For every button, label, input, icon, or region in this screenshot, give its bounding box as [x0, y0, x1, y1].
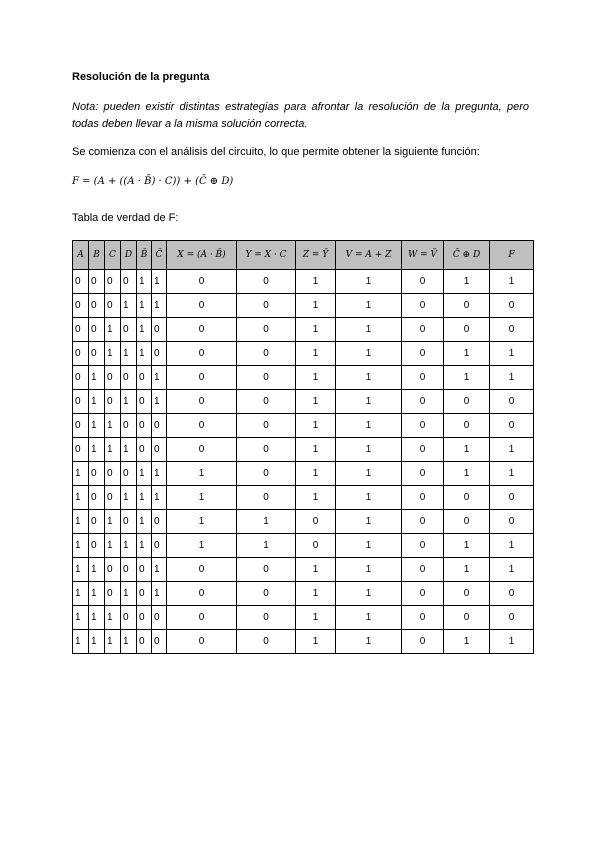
table-header-row	[73, 241, 534, 270]
table-cell: 0	[105, 294, 121, 318]
table-cell: 1	[296, 438, 336, 462]
table-cell: 0	[73, 318, 89, 342]
table-cell: 0	[89, 342, 105, 366]
note-paragraph	[72, 99, 529, 133]
table-cell: 1	[336, 342, 402, 366]
table-cell: 0	[167, 318, 237, 342]
table-cell: 0	[402, 342, 444, 366]
table-cell: 0	[402, 318, 444, 342]
table-row	[73, 414, 534, 438]
table-cell: 1	[89, 558, 105, 582]
table-cell: 1	[152, 270, 167, 294]
truth-table	[72, 240, 534, 654]
table-cell: 0	[490, 510, 534, 534]
table-cell: 0	[402, 486, 444, 510]
table-cell: 1	[121, 342, 137, 366]
table-cell: 0	[73, 270, 89, 294]
table-cell: 0	[402, 606, 444, 630]
table-cell: 1	[89, 366, 105, 390]
table-cell: 1	[490, 462, 534, 486]
table-cell: 1	[105, 534, 121, 558]
column-header: Z = Ȳ	[296, 241, 336, 270]
table-cell: 1	[336, 630, 402, 654]
table-cell: 1	[336, 270, 402, 294]
table-cell: 1	[73, 510, 89, 534]
column-header: C	[105, 241, 121, 270]
table-cell: 0	[137, 390, 152, 414]
table-cell: 0	[167, 414, 237, 438]
table-cell: 0	[237, 342, 296, 366]
table-cell: 1	[105, 342, 121, 366]
table-cell: 0	[105, 486, 121, 510]
table-cell: 1	[490, 558, 534, 582]
table-cell: 0	[237, 606, 296, 630]
table-cell: 1	[121, 390, 137, 414]
table-cell: 1	[490, 534, 534, 558]
table-cell: 0	[121, 270, 137, 294]
table-cell: 1	[121, 630, 137, 654]
table-cell: 1	[105, 318, 121, 342]
table-cell: 0	[73, 342, 89, 366]
table-cell: 0	[444, 390, 490, 414]
table-cell: 1	[336, 414, 402, 438]
table-cell: 0	[89, 486, 105, 510]
function-formula	[72, 176, 233, 187]
table-cell: 0	[444, 318, 490, 342]
table-cell: 1	[296, 630, 336, 654]
table-cell: 1	[237, 510, 296, 534]
table-cell: 0	[490, 606, 534, 630]
table-cell: 0	[89, 534, 105, 558]
table-cell: 1	[336, 582, 402, 606]
table-cell: 0	[402, 366, 444, 390]
table-cell: 0	[237, 438, 296, 462]
table-cell: 1	[137, 486, 152, 510]
table-cell: 1	[121, 582, 137, 606]
table-cell: 0	[152, 438, 167, 462]
table-cell: 1	[152, 558, 167, 582]
table-cell: 0	[167, 630, 237, 654]
table-cell: 1	[105, 630, 121, 654]
table-row	[73, 462, 534, 486]
table-caption: Tabla de verdad de F:	[72, 212, 179, 224]
table-cell: 1	[89, 438, 105, 462]
table-cell: 0	[237, 462, 296, 486]
table-cell: 0	[402, 534, 444, 558]
table-cell: 0	[237, 582, 296, 606]
table-cell: 0	[490, 294, 534, 318]
table-cell: 0	[402, 438, 444, 462]
table-cell: 1	[137, 462, 152, 486]
table-cell: 0	[444, 294, 490, 318]
table-cell: 1	[296, 414, 336, 438]
formula-text: F = (A + ((A · B̄) · C)) + (C̄ ⊕ D)	[72, 176, 234, 187]
table-cell: 0	[137, 414, 152, 438]
table-cell: 0	[105, 270, 121, 294]
table-cell: 0	[105, 558, 121, 582]
table-cell: 1	[444, 558, 490, 582]
table-cell: 0	[444, 510, 490, 534]
table-cell: 0	[73, 390, 89, 414]
table-cell: 1	[105, 510, 121, 534]
table-cell: 1	[490, 342, 534, 366]
table-cell: 1	[167, 486, 237, 510]
column-header: V = A + Z	[336, 241, 402, 270]
table-cell: 0	[137, 366, 152, 390]
table-cell: 1	[490, 630, 534, 654]
table-cell: 1	[237, 534, 296, 558]
table-cell: 1	[296, 318, 336, 342]
column-header: C̄ ⊕ D	[444, 241, 490, 270]
table-cell: 0	[137, 582, 152, 606]
table-cell: 1	[336, 294, 402, 318]
table-cell: 0	[490, 582, 534, 606]
table-cell: 0	[490, 414, 534, 438]
table-cell: 1	[336, 366, 402, 390]
table-row	[73, 510, 534, 534]
table-cell: 1	[152, 366, 167, 390]
table-cell: 1	[152, 294, 167, 318]
table-cell: 0	[296, 510, 336, 534]
table-row	[73, 486, 534, 510]
table-cell: 0	[444, 606, 490, 630]
table-cell: 1	[490, 438, 534, 462]
table-cell: 1	[73, 582, 89, 606]
table-cell: 1	[490, 366, 534, 390]
table-row	[73, 534, 534, 558]
table-cell: 1	[444, 462, 490, 486]
table-cell: 1	[296, 390, 336, 414]
table-cell: 1	[336, 438, 402, 462]
table-cell: 0	[89, 462, 105, 486]
table-cell: 0	[237, 366, 296, 390]
column-header: A	[73, 241, 89, 270]
table-cell: 1	[490, 270, 534, 294]
table-cell: 0	[237, 270, 296, 294]
table-cell: 0	[402, 270, 444, 294]
table-cell: 0	[137, 606, 152, 630]
table-cell: 1	[336, 534, 402, 558]
table-cell: 0	[237, 486, 296, 510]
table-cell: 1	[105, 414, 121, 438]
table-row	[73, 582, 534, 606]
table-cell: 1	[152, 390, 167, 414]
table-cell: 0	[152, 606, 167, 630]
table-cell: 0	[121, 606, 137, 630]
column-header: D	[121, 241, 137, 270]
table-cell: 0	[402, 414, 444, 438]
table-cell: 0	[121, 414, 137, 438]
table-cell: 1	[336, 318, 402, 342]
table-cell: 1	[167, 510, 237, 534]
table-cell: 0	[296, 534, 336, 558]
table-cell: 1	[121, 486, 137, 510]
column-header: C̄	[152, 241, 167, 270]
table-cell: 1	[121, 294, 137, 318]
table-cell: 0	[167, 366, 237, 390]
table-row	[73, 294, 534, 318]
table-cell: 1	[73, 486, 89, 510]
table-cell: 0	[89, 294, 105, 318]
table-cell: 1	[89, 582, 105, 606]
table-cell: 1	[89, 630, 105, 654]
table-cell: 1	[73, 606, 89, 630]
table-cell: 0	[167, 390, 237, 414]
table-cell: 1	[121, 438, 137, 462]
table-cell: 0	[152, 510, 167, 534]
table-cell: 0	[105, 390, 121, 414]
table-row	[73, 558, 534, 582]
table-cell: 1	[336, 462, 402, 486]
table-cell: 0	[402, 390, 444, 414]
table-cell: 1	[89, 606, 105, 630]
table-cell: 0	[167, 342, 237, 366]
column-header: Y = X · C	[237, 241, 296, 270]
table-cell: 1	[152, 486, 167, 510]
table-cell: 0	[73, 414, 89, 438]
table-cell: 0	[490, 390, 534, 414]
table-cell: 1	[296, 486, 336, 510]
table-cell: 0	[73, 294, 89, 318]
table-cell: 0	[152, 318, 167, 342]
table-cell: 1	[336, 558, 402, 582]
table-cell: 0	[237, 558, 296, 582]
table-cell: 1	[121, 534, 137, 558]
table-cell: 0	[402, 462, 444, 486]
table-cell: 0	[89, 270, 105, 294]
table-cell: 0	[152, 630, 167, 654]
table-cell: 0	[121, 366, 137, 390]
table-cell: 0	[121, 318, 137, 342]
table-cell: 0	[237, 414, 296, 438]
table-cell: 0	[402, 558, 444, 582]
table-row	[73, 390, 534, 414]
table-cell: 1	[89, 414, 105, 438]
table-cell: 1	[444, 630, 490, 654]
note-line-2: todas deben llevar a la misma solución correcta.	[72, 118, 308, 130]
table-cell: 1	[444, 366, 490, 390]
table-row	[73, 270, 534, 294]
table-cell: 1	[167, 462, 237, 486]
intro-paragraph: Se comienza con el análisis del circuito, lo que permite obtener la siguiente función:	[72, 146, 480, 158]
table-row	[73, 606, 534, 630]
table-cell: 1	[296, 462, 336, 486]
table-cell: 1	[73, 462, 89, 486]
table-cell: 1	[105, 606, 121, 630]
table-cell: 1	[137, 270, 152, 294]
table-cell: 0	[402, 510, 444, 534]
table-cell: 0	[73, 438, 89, 462]
note-line-1: Nota: pueden existir distintas estrategias para afrontar la resolución de la pregunta, pero	[72, 101, 529, 113]
table-cell: 0	[237, 318, 296, 342]
table-cell: 1	[296, 582, 336, 606]
table-body	[73, 270, 534, 654]
table-row	[73, 438, 534, 462]
column-header: W = V̄	[402, 241, 444, 270]
table-cell: 0	[444, 486, 490, 510]
table-cell: 0	[167, 270, 237, 294]
table-cell: 1	[444, 534, 490, 558]
table-cell: 1	[336, 510, 402, 534]
table-cell: 1	[296, 342, 336, 366]
table-cell: 0	[167, 558, 237, 582]
table-cell: 0	[121, 558, 137, 582]
table-cell: 0	[137, 558, 152, 582]
table-cell: 0	[402, 582, 444, 606]
table-cell: 1	[296, 606, 336, 630]
table-cell: 1	[137, 534, 152, 558]
table-cell: 0	[121, 510, 137, 534]
table-cell: 0	[137, 438, 152, 462]
table-cell: 1	[73, 558, 89, 582]
table-cell: 1	[296, 270, 336, 294]
table-cell: 1	[167, 534, 237, 558]
table-cell: 0	[167, 582, 237, 606]
table-row	[73, 630, 534, 654]
table-cell: 0	[105, 582, 121, 606]
table-cell: 0	[121, 462, 137, 486]
table-cell: 0	[105, 462, 121, 486]
table-cell: 0	[152, 342, 167, 366]
table-cell: 1	[152, 582, 167, 606]
table-cell: 1	[73, 630, 89, 654]
table-cell: 0	[73, 366, 89, 390]
table-cell: 1	[152, 462, 167, 486]
table-cell: 0	[89, 510, 105, 534]
table-cell: 0	[105, 366, 121, 390]
table-cell: 0	[444, 582, 490, 606]
table-cell: 1	[296, 366, 336, 390]
column-header: F	[490, 241, 534, 270]
section-title: Resolución de la pregunta	[72, 71, 210, 83]
table-cell: 1	[137, 294, 152, 318]
table-cell: 1	[89, 390, 105, 414]
table-cell: 0	[402, 630, 444, 654]
table-cell: 1	[137, 342, 152, 366]
table-cell: 1	[296, 294, 336, 318]
table-row	[73, 366, 534, 390]
column-header: B̄	[137, 241, 152, 270]
table-cell: 0	[167, 294, 237, 318]
table-cell: 0	[237, 390, 296, 414]
table-cell: 1	[137, 318, 152, 342]
table-cell: 0	[237, 630, 296, 654]
table-cell: 0	[152, 414, 167, 438]
table-cell: 0	[490, 318, 534, 342]
table-cell: 0	[89, 318, 105, 342]
table-cell: 1	[336, 390, 402, 414]
table-cell: 0	[444, 414, 490, 438]
table-cell: 0	[167, 606, 237, 630]
table-row	[73, 342, 534, 366]
table-row	[73, 318, 534, 342]
table-cell: 1	[73, 534, 89, 558]
table-cell: 1	[336, 486, 402, 510]
table-cell: 0	[237, 294, 296, 318]
table-cell: 1	[137, 510, 152, 534]
table-cell: 0	[137, 630, 152, 654]
table-cell: 1	[444, 270, 490, 294]
table-cell: 1	[444, 342, 490, 366]
table-cell: 1	[296, 558, 336, 582]
table-cell: 1	[444, 438, 490, 462]
table-cell: 0	[152, 534, 167, 558]
table-cell: 0	[490, 486, 534, 510]
table-cell: 0	[402, 294, 444, 318]
column-header: X = (A · B̄)	[167, 241, 237, 270]
table-cell: 1	[105, 438, 121, 462]
column-header: B	[89, 241, 105, 270]
table-cell: 0	[167, 438, 237, 462]
table-cell: 1	[336, 606, 402, 630]
